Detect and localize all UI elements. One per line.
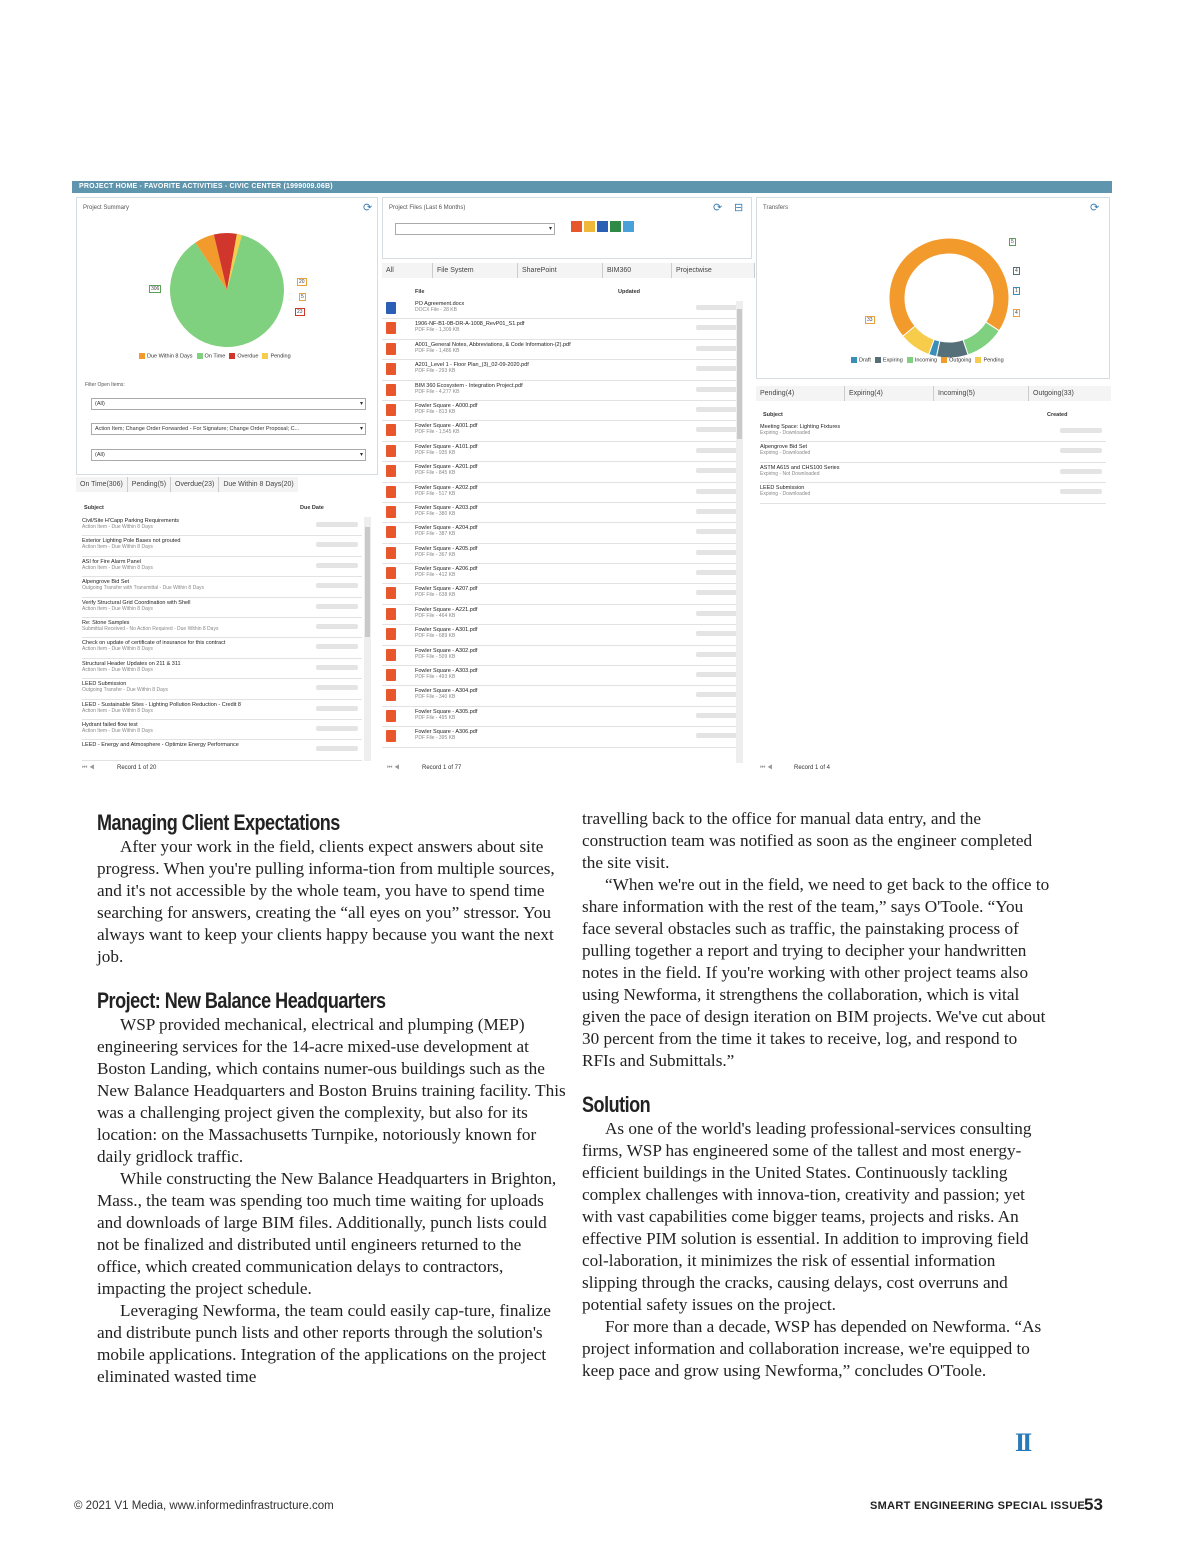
pdf-file-icon <box>386 445 396 457</box>
files-record-count: Record 1 of 77 <box>422 765 462 771</box>
paragraph: “When we're out in the field, we need to get back to the office to share information with the rest of the team,” says O'Toole. “You face several obstacles such as traffic, the painstaking process of pulling together a report and trying to decipher your handwritten notes in the field. If you're working with other project teams also using Newforma, it strengthens the collaboration, which is vital given the pace of design iteration on BIM projects. We've cut about 30 percent from the time it takes to receive, log, and respond to RFIs and Submittals.” <box>582 875 1050 1070</box>
row-title: Alpengrove Bid Set <box>760 444 808 451</box>
footer-issue: SMART ENGINEERING SPECIAL ISSUE <box>870 1500 1086 1512</box>
row-subtitle: PDF File - 638 KB <box>415 592 456 599</box>
row-title: LEED - Sustainable Sites - Lighting Pollution Reduction - Credit 8 <box>82 701 241 708</box>
transfer-row[interactable] <box>760 422 1106 442</box>
row-title: Fowler Square - A000.pdf <box>415 402 478 409</box>
row-subtitle: PDF File - 395 KB <box>415 735 456 742</box>
project-files-title: Project Files (Last 6 Months) <box>389 205 466 211</box>
donut-slice-incoming <box>963 322 999 355</box>
legend-item <box>262 353 290 359</box>
filter-label: Filter Open Items: <box>85 382 125 388</box>
row-subtitle: PDF File - 1,545 KB <box>415 429 460 436</box>
file-row[interactable] <box>382 707 742 727</box>
newforma-screenshot <box>72 181 1112 774</box>
row-date-blurred <box>696 407 738 412</box>
row-subtitle: Expiring - Downloaded <box>760 491 811 498</box>
row-date-blurred <box>696 366 738 371</box>
pdf-file-icon <box>386 343 396 355</box>
filter-select-3[interactable]: (All) ▾ <box>91 449 366 461</box>
pdf-file-icon <box>386 526 396 538</box>
row-title: PO Agreement.docx <box>415 301 465 307</box>
row-title: A001_General Notes, Abbreviations, & Code Information-(2).pdf <box>415 341 571 348</box>
transfers-panel <box>756 197 1110 379</box>
row-subtitle: Outgoing Transfer with Transmittal - Due Within 8 Days <box>82 585 204 592</box>
donut-label-pending: 4 <box>1015 310 1018 316</box>
donut-chart <box>889 238 1009 358</box>
row-date-blurred <box>1060 489 1102 494</box>
transfers-legend <box>851 357 1004 363</box>
transfer-row[interactable] <box>760 463 1106 483</box>
row-title: Civil/Site H'Capp Parking Requirements <box>82 518 180 524</box>
file-row[interactable] <box>382 401 742 421</box>
row-title: Fowler Square - A221.pdf <box>415 606 478 613</box>
row-date-blurred <box>696 570 738 575</box>
row-date-blurred <box>316 644 358 649</box>
heading-new-balance-headquarters: Project: New Balance Headquarters <box>97 988 386 1013</box>
row-subtitle: PDF File - 517 KB <box>415 490 456 497</box>
pdf-file-icon <box>386 322 396 334</box>
row-title: Fowler Square - A204.pdf <box>415 525 478 532</box>
pdf-file-icon <box>386 730 396 742</box>
row-title: LEED Submission <box>760 485 805 492</box>
row-subtitle: Action Item - Due Within 8 Days <box>82 605 153 612</box>
project-files-panel <box>382 197 752 259</box>
summary-row[interactable] <box>82 720 362 740</box>
row-subtitle: PDF File - 340 KB <box>415 694 456 701</box>
pdf-file-icon <box>386 649 396 661</box>
legend-item <box>197 353 226 359</box>
files-col-file[interactable]: File <box>415 289 425 295</box>
file-row[interactable] <box>382 666 742 686</box>
paragraph: For more than a decade, WSP has depended on Newforma. “As project information and collaboration increase, we're equipped to keep pace and grow using Newforma,” concludes O'Toole. <box>582 1317 1042 1380</box>
legend-label: On Time <box>204 353 226 360</box>
row-title: A201_Level 1 - Floor Plan_(3)_02-09-2020.pdf <box>415 362 529 369</box>
paragraph: While constructing the New Balance Headquarters in Brighton, Mass., the team was spending too much time waiting for uploads and downloads of large BIM files. Additionally, punch lists could not be finalized and distributed until engineers returned to the office, which created communication delays to contractors, impacting the project schedule. <box>97 1169 557 1298</box>
page-number: 53 <box>1084 1495 1103 1514</box>
row-date-blurred <box>696 713 738 718</box>
transfers-record-count: Record 1 of 4 <box>794 765 831 771</box>
row-date-blurred <box>1060 469 1102 474</box>
row-date-blurred <box>316 624 358 629</box>
filter-select-2[interactable]: Action Item; Change Order Forwarded - For Signature; Change Order Proposal; C... ▾ <box>91 423 366 435</box>
collapse-icon[interactable]: ⊟ <box>734 202 744 214</box>
row-title: Hydrant failed flow test <box>82 721 138 728</box>
row-title: Fowler Square - A303.pdf <box>415 668 478 675</box>
row-title: Structural Header Updates on 211 & 311 <box>82 660 181 667</box>
pdf-file-icon <box>386 689 396 701</box>
row-title: Meeting Space: Lighting Fixtures <box>760 424 841 430</box>
file-row[interactable] <box>382 319 742 339</box>
legend-item <box>139 353 193 359</box>
refresh-icon[interactable]: ⟳ <box>363 202 373 214</box>
row-subtitle: Action Item - Due Within 8 Days <box>82 666 153 673</box>
pie-label-on-time: 306 <box>151 286 160 292</box>
paragraph: WSP provided mechanical, electrical and plumping (MEP) engineering services for the 14-acre mixed-use development at Boston Landing, which contains numer-ous buildings such as the New Balance Headquarters and Boston Bruins training facility. This was a challenging project given the complexity, but also for its location: on the Massachusetts Turnpike, notoriously known for daily gridlock traffic. <box>97 1015 566 1166</box>
legend-label: Pending <box>983 357 1004 364</box>
row-title: Fowler Square - A301.pdf <box>415 627 478 634</box>
tab-pending[interactable]: Pending(5) <box>128 477 171 492</box>
tab-outgoing[interactable]: Outgoing(33) <box>1029 386 1111 401</box>
row-title: LEED - Energy and Atmosphere - Optimize Energy Performance <box>82 742 239 749</box>
pie-label-pending: 5 <box>301 294 304 300</box>
transfers-col-created[interactable]: Created <box>1047 412 1068 418</box>
legend-item <box>229 353 258 359</box>
legend-item <box>975 357 1003 363</box>
paragraph: After your work in the field, clients expect answers about site progress. When you're pulling informa-tion from multiple sources, and it's not accessible by the whole team, you have to spend time searching for answers, creating the “all eyes on you” stressor. You always want to keep your clients happy because you want the next job. <box>97 837 555 966</box>
pdf-file-icon <box>386 404 396 416</box>
row-title: Fowler Square - A201.pdf <box>415 464 478 471</box>
summary-scrollbar[interactable] <box>364 517 371 761</box>
summary-row[interactable] <box>82 740 362 760</box>
legend-label: Outgoing <box>949 357 972 364</box>
row-date-blurred <box>316 563 358 568</box>
transfers-pager-icon[interactable]: ⏮ ◀ <box>760 765 773 771</box>
row-date-blurred <box>316 583 358 588</box>
project-summary-panel <box>76 197 378 475</box>
row-date-blurred <box>696 427 738 432</box>
row-subtitle: Action Item - Due Within 8 Days <box>82 564 153 571</box>
heading-solution: Solution <box>582 1092 651 1117</box>
donut-slice-outgoing <box>889 238 1009 336</box>
refresh-icon[interactable]: ⟳ <box>713 202 723 214</box>
tab-file-system[interactable]: File System <box>433 263 518 278</box>
row-title: Fowler Square - A305.pdf <box>415 708 478 715</box>
row-subtitle: PDF File - 367 KB <box>415 551 456 558</box>
files-filter-select[interactable] <box>395 223 555 235</box>
pie-label-due-within: 20 <box>299 279 305 285</box>
folder-icon[interactable] <box>584 221 595 232</box>
pdf-file-icon <box>386 506 396 518</box>
transfer-row[interactable] <box>760 442 1106 462</box>
summary-tabs <box>76 477 376 492</box>
row-subtitle: PDF File - 813 KB <box>415 408 456 415</box>
row-title: Fowler Square - A203.pdf <box>415 504 478 511</box>
summary-row[interactable] <box>82 516 362 536</box>
summary-list <box>82 516 362 761</box>
legend-item <box>941 357 971 363</box>
row-subtitle: PDF File - 412 KB <box>415 572 456 579</box>
transfer-row[interactable] <box>760 483 1106 503</box>
legend-label: Incoming <box>914 357 938 364</box>
legend-item <box>907 357 937 363</box>
row-date-blurred <box>696 692 738 697</box>
footer-copyright: © 2021 V1 Media, www.informedinfrastructure.com <box>74 1500 334 1512</box>
row-subtitle: PDF File - 1,309 KB <box>415 327 460 334</box>
row-title: Alpengrove Bid Set <box>82 579 130 586</box>
transfers-list <box>760 422 1106 504</box>
transfers-tabs <box>756 386 1111 401</box>
summary-record-count: Record 1 of 20 <box>117 765 157 771</box>
row-title: Re: Stone Samples <box>82 619 130 626</box>
legend-item <box>851 357 871 363</box>
summary-col-subject[interactable]: Subject <box>84 505 104 511</box>
row-title: LEED Submission <box>82 681 127 688</box>
summary-row[interactable] <box>82 577 362 597</box>
word-icon[interactable] <box>597 221 608 232</box>
file-row[interactable] <box>382 421 742 441</box>
row-subtitle: PDF File - 4,277 KB <box>415 388 460 395</box>
row-subtitle: PDF File - 935 KB <box>415 449 456 456</box>
files-pager-icon[interactable]: ⏮ ◀ <box>387 765 400 771</box>
row-subtitle: Action Item - Due Within 8 Days <box>82 646 153 653</box>
row-date-blurred <box>696 346 738 351</box>
summary-row[interactable] <box>82 679 362 699</box>
row-title: Fowler Square - A206.pdf <box>415 566 478 573</box>
row-date-blurred <box>696 448 738 453</box>
summary-row[interactable] <box>82 598 362 618</box>
row-date-blurred <box>696 489 738 494</box>
pdf-file-icon <box>386 547 396 559</box>
row-date-blurred <box>696 652 738 657</box>
end-of-article-mark: II <box>1015 1428 1030 1457</box>
row-date-blurred <box>316 604 358 609</box>
legend-label: Expiring <box>882 357 903 364</box>
row-date-blurred <box>316 726 358 731</box>
tab-projectwise[interactable]: Projectwise <box>672 263 755 278</box>
summary-col-due[interactable]: Due Date <box>300 505 324 511</box>
file-type-icons <box>571 221 634 232</box>
project-summary-title: Project Summary <box>83 205 130 211</box>
row-title: Exterior Lighting Pole Bases not grouted <box>82 538 181 545</box>
paragraph: Leveraging Newforma, the team could easily cap-ture, finalize and distribute punch lists and other reports through the solution's mobile applications. Integration of the applications on the project eliminated wasted time <box>97 1301 551 1386</box>
pdf-file-icon <box>386 363 396 375</box>
tab-incoming[interactable]: Incoming(5) <box>934 386 1029 401</box>
pdf-file-icon <box>386 384 396 396</box>
file-row[interactable] <box>382 625 742 645</box>
file-row[interactable] <box>382 299 742 319</box>
file-row[interactable] <box>382 605 742 625</box>
row-subtitle: PDF File - 493 KB <box>415 674 456 681</box>
donut-label-incoming: 5 <box>1011 239 1014 245</box>
summary-pager-icon[interactable]: ⏮ ◀ <box>82 765 95 771</box>
file-row[interactable] <box>382 483 742 503</box>
files-tabs <box>382 263 755 278</box>
row-date-blurred <box>696 325 738 330</box>
transfers-donut <box>757 212 1109 372</box>
row-title: Fowler Square - A304.pdf <box>415 688 478 695</box>
word-file-icon <box>386 302 396 314</box>
tab-expiring[interactable]: Expiring(4) <box>845 386 934 401</box>
row-subtitle: Outgoing Transfer - Due Within 8 Days <box>82 687 168 694</box>
summary-row[interactable] <box>82 659 362 679</box>
row-date-blurred <box>696 387 738 392</box>
row-date-blurred <box>696 305 738 310</box>
row-date-blurred <box>696 733 738 738</box>
pie-chart <box>170 233 284 347</box>
row-title: Check on update of certificate of insurance for this contract <box>82 640 226 647</box>
row-subtitle: Action Item - Due Within 8 Days <box>82 544 153 551</box>
excel-icon[interactable] <box>610 221 621 232</box>
tab-pending[interactable]: Pending(4) <box>756 386 845 401</box>
screenshot-title-bar: PROJECT HOME - FAVORITE ACTIVITIES - CIVIC CENTER (1999009.06B) <box>72 181 1112 193</box>
row-date-blurred <box>696 611 738 616</box>
row-title: 1906-NF-B1-0B-DR-A-1008_RevP01_S1.pdf <box>415 321 525 328</box>
filter-select-1[interactable]: (All) ▾ <box>91 398 366 410</box>
transfers-col-subject[interactable]: Subject <box>763 412 783 418</box>
row-subtitle: Action Item - Due Within 8 Days <box>82 707 153 714</box>
row-subtitle: Action Item - Due Within 8 Days <box>82 524 153 530</box>
row-date-blurred <box>316 665 358 670</box>
file-row[interactable] <box>382 360 742 380</box>
article-right-column <box>582 808 1052 1382</box>
file-row[interactable] <box>382 523 742 543</box>
pdf-file-icon <box>386 669 396 681</box>
row-date-blurred <box>696 550 738 555</box>
row-title: Fowler Square - A302.pdf <box>415 647 478 654</box>
row-title: Verify Structural Grid Coordination with Shell <box>82 599 191 606</box>
legend-label: Draft <box>859 357 871 364</box>
row-title: Fowler Square - A207.pdf <box>415 586 478 593</box>
pdf-icon[interactable] <box>571 221 582 232</box>
row-subtitle: PDF File - 464 KB <box>415 612 456 619</box>
paragraph: As one of the world's leading professional-services consulting firms, WSP has engineered some of the tallest and most energy-efficient buildings in the United States. Continuously tackling complex challenges with innova-tion, creativity and passion; yet with vast capabilities come bigger teams, projects and risks. An effective PIM solution is essential. In addition to improving field col-laboration, it minimizes the risk of essential information slipping through the cracks, causing delays, cost overruns and potential safety issues on the project. <box>582 1119 1032 1314</box>
file-row[interactable] <box>382 442 742 462</box>
pdf-file-icon <box>386 710 396 722</box>
file-row[interactable] <box>382 340 742 360</box>
summary-row[interactable] <box>82 618 362 638</box>
donut-label-draft: 1 <box>1015 288 1018 294</box>
pdf-file-icon <box>386 465 396 477</box>
article-left-column <box>97 810 567 1388</box>
row-subtitle: Action Item - Due Within 8 Days <box>82 727 153 734</box>
tab-bim360[interactable]: BIM360 <box>603 263 672 278</box>
row-subtitle: PDF File - 1,486 KB <box>415 347 460 354</box>
pdf-file-icon <box>386 567 396 579</box>
row-date-blurred <box>316 685 358 690</box>
image-icon[interactable] <box>623 221 634 232</box>
row-subtitle: Expiring - Not Downloaded <box>760 470 820 477</box>
row-subtitle: DOCX File - 28 KB <box>415 307 457 313</box>
row-date-blurred <box>696 631 738 636</box>
tab-on-time[interactable]: On Time(306) <box>76 477 128 492</box>
summary-row[interactable] <box>82 557 362 577</box>
pdf-file-icon <box>386 608 396 620</box>
row-date-blurred <box>316 522 358 527</box>
transfers-title: Transfers <box>763 205 789 211</box>
row-subtitle: PDF File - 387 KB <box>415 531 456 538</box>
pdf-file-icon <box>386 628 396 640</box>
row-date-blurred <box>696 468 738 473</box>
row-title: Fowler Square - A202.pdf <box>415 484 478 491</box>
row-subtitle: PDF File - 845 KB <box>415 470 456 477</box>
file-row[interactable] <box>382 727 742 747</box>
row-date-blurred <box>316 542 358 547</box>
pdf-file-icon <box>386 486 396 498</box>
pdf-file-icon <box>386 587 396 599</box>
row-subtitle: Expiring - Downloaded <box>760 450 811 457</box>
summary-row[interactable] <box>82 700 362 720</box>
summary-row[interactable] <box>82 536 362 556</box>
legend-label: Pending <box>270 353 291 360</box>
row-subtitle: PDF File - 380 KB <box>415 510 456 517</box>
file-row[interactable] <box>382 564 742 584</box>
legend-label: Overdue <box>237 353 259 360</box>
heading-managing-client-expectations: Managing Client Expectations <box>97 810 340 835</box>
row-title: BIM 360 Ecosystem - Integration Project.pdf <box>415 382 523 389</box>
files-list <box>382 299 742 748</box>
file-row[interactable] <box>382 646 742 666</box>
row-subtitle: Expiring - Downloaded <box>760 430 811 436</box>
row-subtitle: PDF File - 689 KB <box>415 633 456 640</box>
pdf-file-icon <box>386 424 396 436</box>
row-date-blurred <box>696 590 738 595</box>
row-subtitle: PDF File - 495 KB <box>415 714 456 721</box>
file-row[interactable] <box>382 544 742 564</box>
donut-label-expiring: 4 <box>1015 268 1018 274</box>
file-row[interactable] <box>382 503 742 523</box>
legend-item <box>875 357 903 363</box>
tab-sharepoint[interactable]: SharePoint <box>518 263 603 278</box>
summary-row[interactable] <box>82 638 362 658</box>
row-title: ASTM A615 and CHS100 Series <box>760 464 840 471</box>
row-date-blurred <box>696 672 738 677</box>
project-summary-legend <box>139 353 291 359</box>
donut-label-outgoing: 33 <box>867 317 873 323</box>
files-col-updated[interactable]: Updated <box>618 289 640 295</box>
row-title: Fowler Square - A001.pdf <box>415 423 478 430</box>
tab-all[interactable]: All <box>382 263 433 278</box>
row-title: Fowler Square - A306.pdf <box>415 729 478 736</box>
tab-overdue[interactable]: Overdue(23) <box>171 477 219 492</box>
paragraph: travelling back to the office for manual data entry, and the construction team was notified as soon as the engineer completed the site visit. <box>582 809 1033 872</box>
row-subtitle: Submittal Received - No Action Required - Due Within 8 Days <box>82 625 219 632</box>
row-title: Fowler Square - A205.pdf <box>415 545 478 552</box>
row-title: ASI for Fire Alarm Panel <box>82 558 141 565</box>
file-row[interactable] <box>382 462 742 482</box>
row-date-blurred <box>696 529 738 534</box>
tab-due-within[interactable]: Due Within 8 Days(20) <box>219 477 297 492</box>
refresh-icon[interactable]: ⟳ <box>1090 202 1100 214</box>
file-row[interactable] <box>382 686 742 706</box>
pie-label-overdue: 23 <box>297 309 303 315</box>
donut-slice-expiring <box>936 340 968 358</box>
row-date-blurred <box>1060 428 1102 433</box>
files-scrollbar[interactable] <box>736 301 743 763</box>
row-date-blurred <box>696 509 738 514</box>
file-row[interactable] <box>382 381 742 401</box>
legend-label: Due Within 8 Days <box>147 353 193 360</box>
row-subtitle: PDF File - 293 KB <box>415 368 456 375</box>
row-date-blurred <box>316 746 358 751</box>
file-row[interactable] <box>382 584 742 604</box>
row-date-blurred <box>1060 448 1102 453</box>
row-date-blurred <box>316 706 358 711</box>
row-title: Fowler Square - A101.pdf <box>415 443 478 450</box>
row-subtitle: PDF File - 509 KB <box>415 653 456 660</box>
